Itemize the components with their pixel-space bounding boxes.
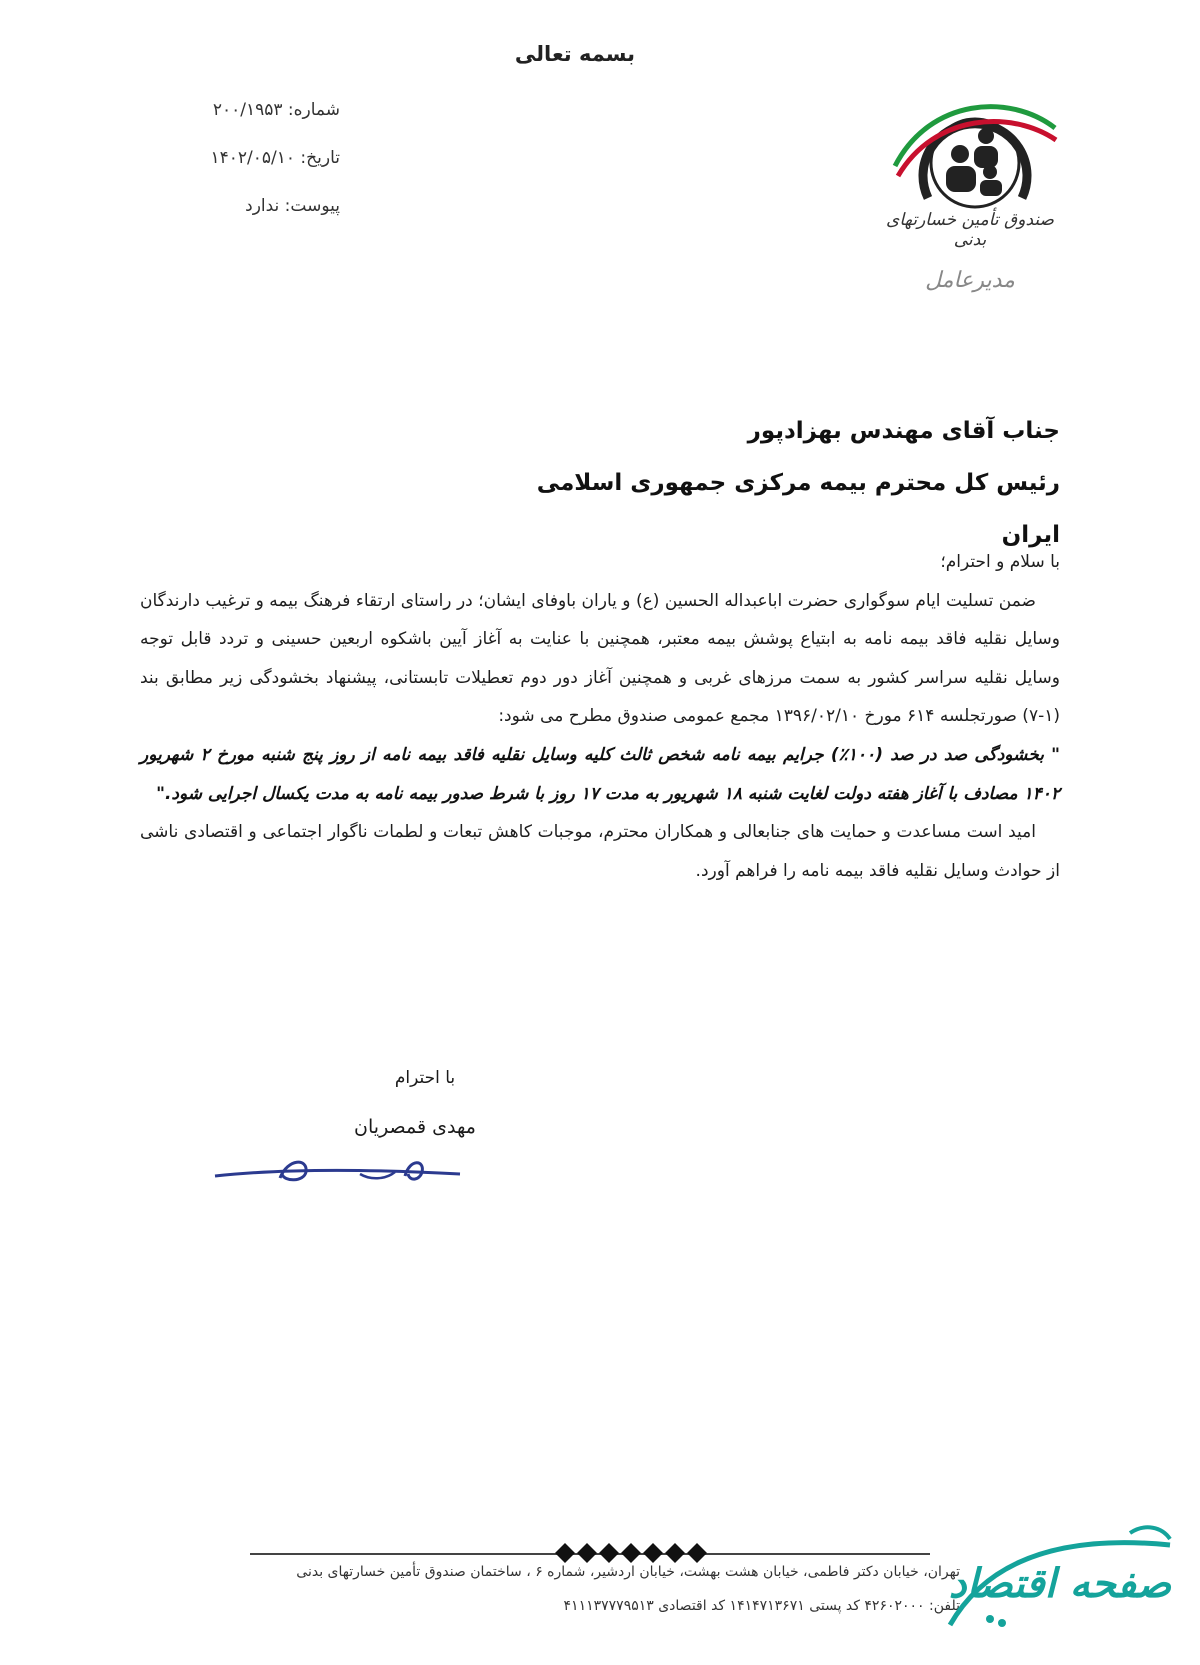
amnesty-quote: " بخشودگی صد در صد (۱۰۰٪) جرایم بیمه نامه شخص ثالث کلیه وسایل نقلیه فاقد بیمه نامه از روز پنج شنبه مورخ ۲ شهریور ۱۴۰۲ مصادف با آغاز هفته دولت لغایت شنبه ۱۸ شهریور به مدت ۱۷ روز با شرط صدور بیمه نامه به مدت یکسال اجرایی شود." <box>140 744 1061 804</box>
director-title: مدیرعامل <box>925 268 1015 293</box>
bismillah-heading: بسمه تعالی <box>514 42 636 66</box>
addressee-block <box>520 405 1060 561</box>
footer-address: تهران، خیابان دکتر فاطمی، خیابان هشت بهشت، خیابان اردشیر، شماره ۶ ، ساختمان صندوق تأمین خسارتهای بدنی <box>296 1564 960 1580</box>
letter-meta <box>160 100 340 244</box>
watermark-text: صفحه اقتصاد <box>948 1560 1172 1607</box>
closing-regards: با احترام <box>394 1068 456 1088</box>
letter-attachment: پیوست: ندارد <box>245 196 340 216</box>
footer-contact: تلفن: ۴۲۶۰۲۰۰۰ کد پستی ۱۴۱۴۷۱۳۶۷۱ کد اقتصادی ۴۱۱۱۳۷۷۷۹۵۱۳ <box>563 1598 960 1614</box>
fund-logo-name: صندوق تأمین خسارتهای بدنی <box>886 210 1054 250</box>
addressee-name: جناب آقای مهندس بهزادپور <box>747 418 1060 444</box>
footer-diamonds-icon <box>545 1540 715 1566</box>
letter-body <box>140 543 1060 890</box>
signature-icon <box>210 1128 490 1198</box>
body-paragraph-1: ضمن تسلیت ایام سوگواری حضرت اباعبداله الحسین (ع) و یاران باوفای ایشان؛ در راستای ارتقاء فرهنگ بیمه و ترغیب دارندگان وسایل نقلیه فاقد بیمه نامه به ابتیاع پوشش بیمه معتبر، همچنین با عنایت به آغاز آیین باشکوه اربعین حسینی و تردد قابل توجه وسایل نقلیه سراسر کشور به سمت مرزهای غربی و همچنین آغاز دور دوم تعطیلات تابستانی، پیشنهاد بخشودگی زیر مطابق بند (۱-۷) صورتجلسه ۶۱۴ مورخ ۱۳۹۶/۰۲/۱۰ مجمع عمومی صندوق مطرح می شود: <box>140 590 1060 727</box>
addressee-position: رئیس کل محترم بیمه مرکزی جمهوری اسلامی ایران <box>536 470 1060 548</box>
signer-name: مهدی قمصریان <box>354 1116 476 1138</box>
letter-number: شماره: ۲۰۰/۱۹۵۳ <box>212 100 340 120</box>
body-paragraph-2: امید است مساعدت و حمایت های جنابعالی و همکاران محترم، موجبات کاهش تبعات و لطمات ناگوار اجتماعی و اقتصادی ناشی از حوادث وسایل نقلیه فاقد بیمه نامه را فراهم آورد. <box>140 822 1060 881</box>
greeting: با سلام و احترام؛ <box>940 552 1060 572</box>
letter-date: تاریخ: ۱۴۰۲/۰۵/۱۰ <box>210 148 340 168</box>
